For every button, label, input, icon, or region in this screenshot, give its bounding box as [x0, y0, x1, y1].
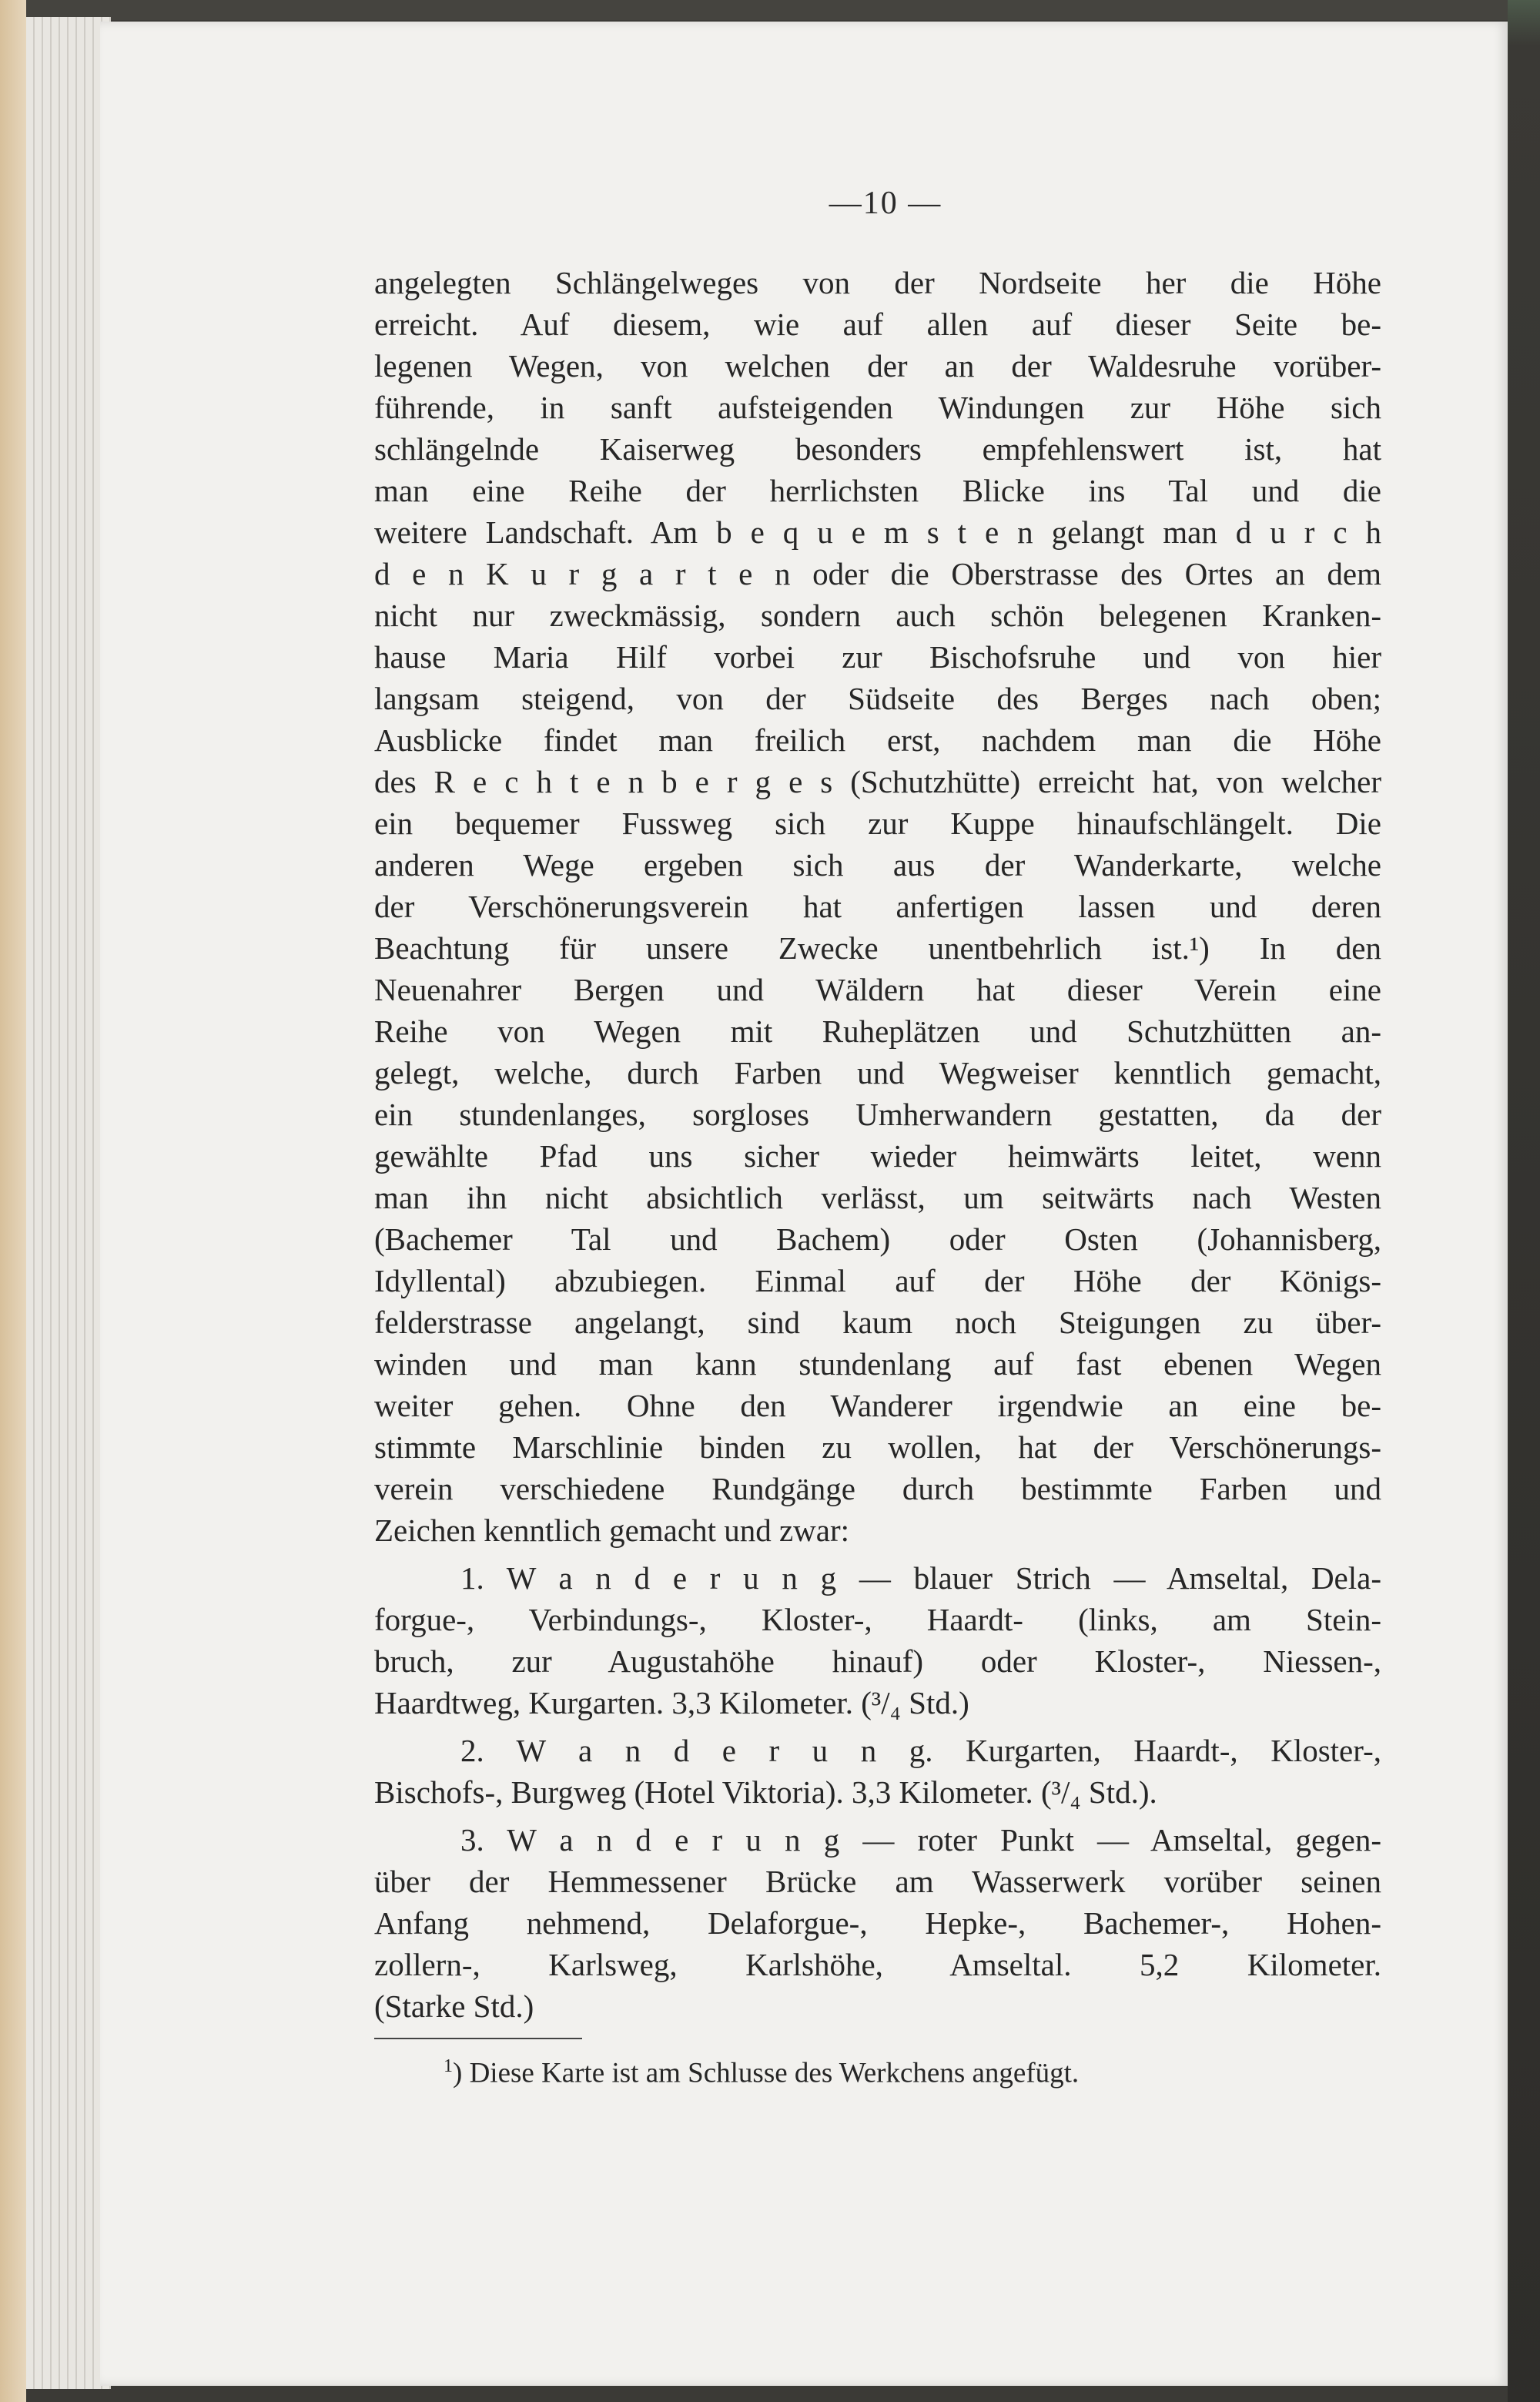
- text-line: gewählte Pfad uns sicher wieder heimwärts leitet, wenn: [374, 1138, 1381, 1174]
- text-line: weiter gehen. Ohne den Wanderer irgendwie an eine be-: [374, 1388, 1381, 1423]
- text-line: verein verschiedene Rundgänge durch bestimmte Farben und: [374, 1471, 1381, 1506]
- page-number: —10 —: [829, 186, 942, 221]
- text-line: stimmte Marschlinie binden zu wollen, hat der Verschönerungs-: [374, 1429, 1381, 1465]
- text-line: bruch, zur Augustahöhe hinauf) oder Kloster-, Niessen-,: [374, 1643, 1381, 1679]
- text-line: (Bachemer Tal und Bachem) oder Osten (Johannisberg,: [374, 1221, 1381, 1257]
- text-line: 2. W a n d e r u n g. Kurgarten, Haardt-, Kloster-,: [460, 1733, 1381, 1768]
- text-line: schlängelnde Kaiserweg besonders empfehlenswert ist, hat: [374, 431, 1381, 467]
- text-line: Idyllental) abzubiegen. Einmal auf der Höhe der Königs-: [374, 1263, 1381, 1298]
- text-line: zollern-, Karlsweg, Karlshöhe, Amseltal. 5,2 Kilometer.: [374, 1947, 1381, 1982]
- hike-item: [374, 1557, 1381, 1724]
- text-line: (Starke Std.): [374, 1988, 534, 2024]
- hike-list: [374, 1557, 1381, 2027]
- footnote: [374, 2047, 1381, 2092]
- text-line: d e n K u r g a r t e n oder die Oberstrasse des Ortes an dem: [374, 556, 1381, 591]
- text-line: Ausblicke findet man freilich erst, nachdem man die Höhe: [374, 722, 1381, 758]
- text-line: angelegten Schlängelweges von der Nordseite her die Höhe: [374, 265, 1381, 300]
- text-line: führende, in sanft aufsteigenden Windungen zur Höhe sich: [374, 390, 1381, 425]
- text-line: Reihe von Wegen mit Ruheplätzen und Schutzhütten an-: [374, 1013, 1381, 1049]
- text-line: 3. W a n d e r u n g — roter Punkt — Amseltal, gegen-: [460, 1822, 1381, 1858]
- text-line: des R e c h t e n b e r g e s (Schutzhütte) erreicht hat, von welcher: [374, 764, 1381, 799]
- text-line: man ihn nicht absichtlich verlässt, um seitwärts nach Westen: [374, 1180, 1381, 1215]
- text-line: legenen Wegen, von welchen der an der Waldesruhe vorüber-: [374, 348, 1381, 384]
- text-line: ein stundenlanges, sorgloses Umherwandern gestatten, da der: [374, 1097, 1381, 1132]
- text-line: gelegt, welche, durch Farben und Wegweiser kenntlich gemacht,: [374, 1055, 1381, 1090]
- text-line: man eine Reihe der herrlichsten Blicke ins Tal und die: [374, 473, 1381, 508]
- text-line: hause Maria Hilf vorbei zur Bischofsruhe und von hier: [374, 639, 1381, 675]
- page-body: [374, 262, 1381, 2092]
- main-paragraph: [374, 262, 1381, 1551]
- text-line: Neuenahrer Bergen und Wäldern hat dieser Verein eine: [374, 972, 1381, 1007]
- hike-item: [374, 1730, 1381, 1813]
- text-line: felderstrasse angelangt, sind kaum noch Steigungen zu über-: [374, 1305, 1381, 1340]
- text-line: über der Hemmessener Brücke am Wasserwerk vorüber seinen: [374, 1864, 1381, 1899]
- text-line: weitere Landschaft. Am b e q u e m s t e n gelangt man d u r c h: [374, 514, 1381, 550]
- text-line: Beachtung für unsere Zwecke unentbehrlich ist.¹) In den: [374, 930, 1381, 966]
- text-line: nicht nur zweckmässig, sondern auch schön belegenen Kranken-: [374, 598, 1381, 633]
- text-line: 1. W a n d e r u n g — blauer Strich — Amseltal, Dela-: [460, 1560, 1381, 1596]
- text-line: erreicht. Auf diesem, wie auf allen auf dieser Seite be-: [374, 307, 1381, 342]
- text-line: Zeichen kenntlich gemacht und zwar:: [374, 1513, 850, 1548]
- footnote-marker: 1: [444, 2056, 453, 2076]
- footnote-text: ) Diese Karte ist am Schlusse des Werkchens angefügt.: [453, 2057, 1080, 2089]
- text-line: Anfang nehmend, Delaforgue-, Hepke-, Bachemer-, Hohen-: [374, 1905, 1381, 1941]
- book-cover-edge: [0, 0, 26, 2402]
- hike-item: [374, 1819, 1381, 2027]
- text-line: Haardtweg, Kurgarten. 3,3 Kilometer. (³/₄ Std.): [374, 1685, 969, 1720]
- text-line: Bischofs-, Burgweg (Hotel Viktoria). 3,3 Kilometer. (³/₄ Std.).: [374, 1774, 1157, 1810]
- page-edges: [26, 17, 111, 2389]
- footnote-rule: [374, 2038, 582, 2039]
- text-line: ein bequemer Fussweg sich zur Kuppe hinaufschlängelt. Die: [374, 806, 1381, 841]
- text-line: forgue-, Verbindungs-, Kloster-, Haardt- (links, am Stein-: [374, 1602, 1381, 1637]
- scan-right-border: [1508, 0, 1540, 2402]
- text-line: der Verschönerungsverein hat anfertigen lassen und deren: [374, 889, 1381, 924]
- text-line: anderen Wege ergeben sich aus der Wanderkarte, welche: [374, 847, 1381, 883]
- scan-top-border: [0, 0, 1540, 20]
- text-line: langsam steigend, von der Südseite des Berges nach oben;: [374, 681, 1381, 716]
- text-line: winden und man kann stundenlang auf fast ebenen Wegen: [374, 1346, 1381, 1382]
